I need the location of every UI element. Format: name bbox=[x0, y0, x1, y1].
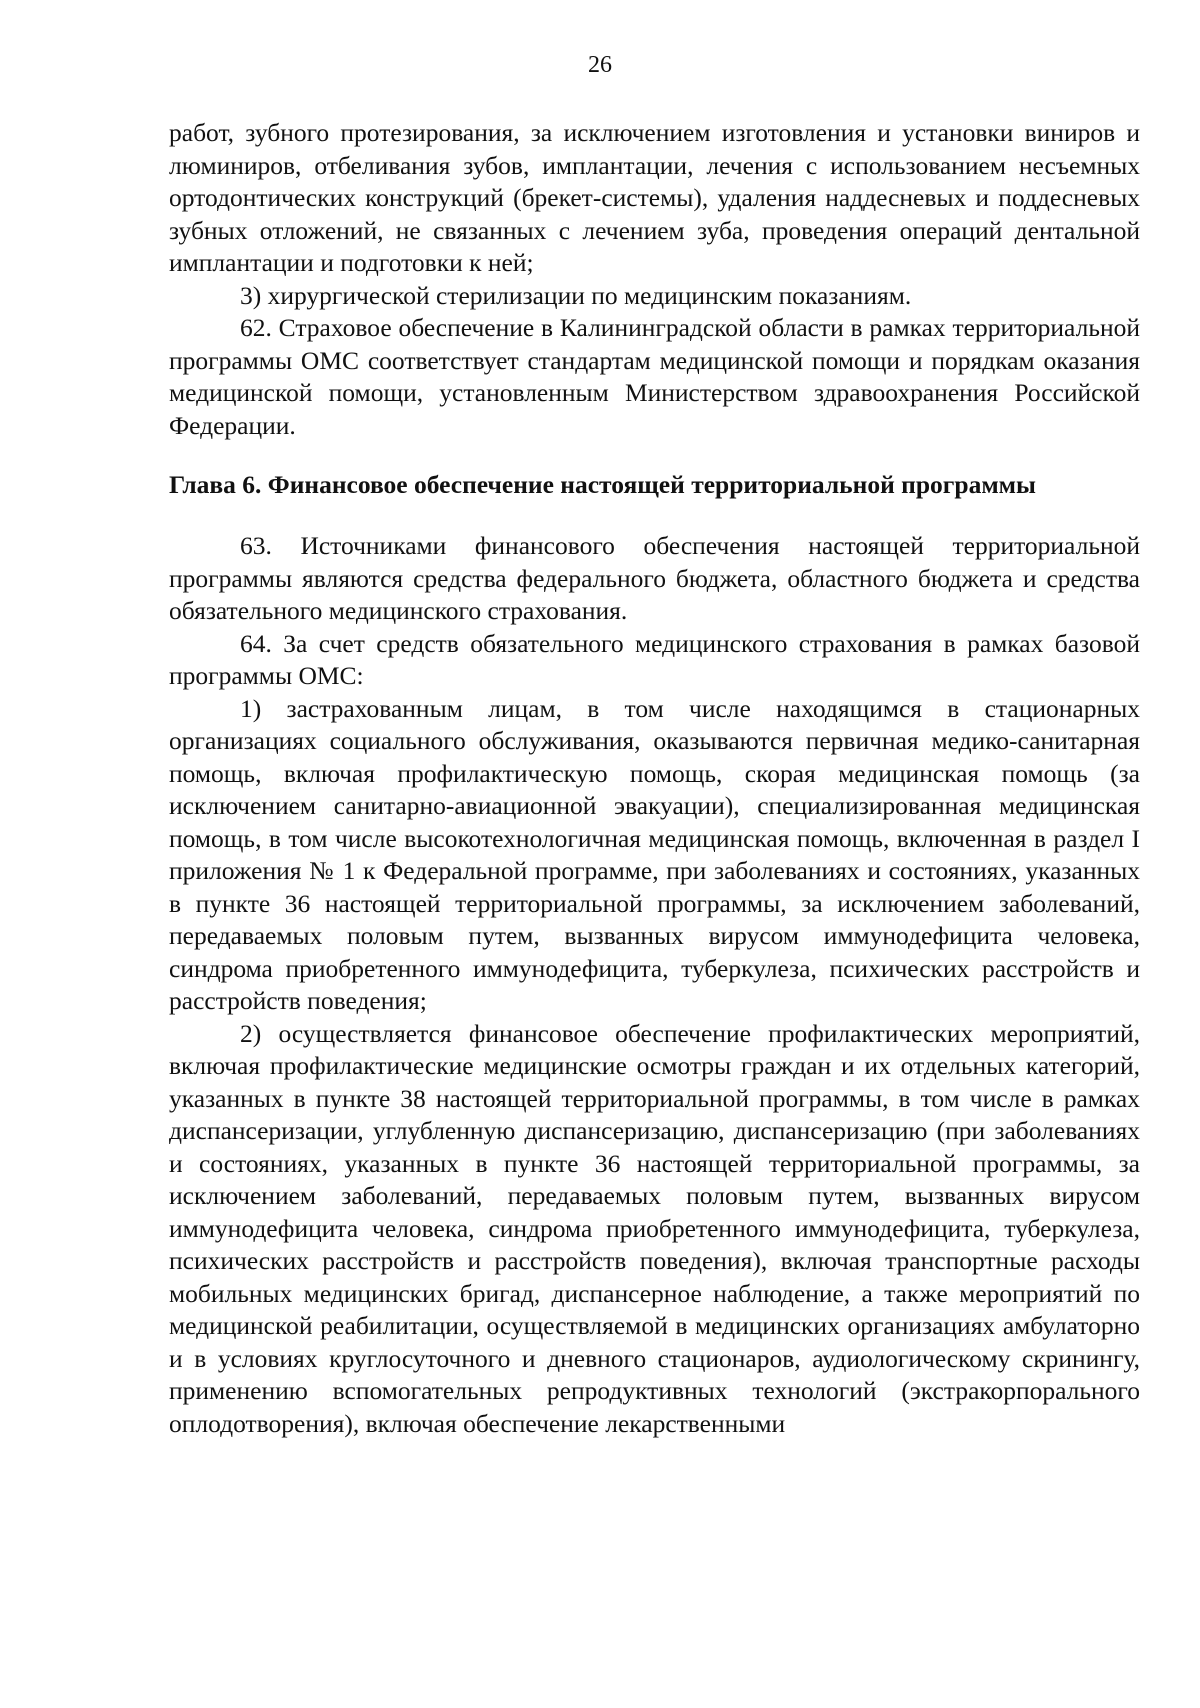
paragraph: 64. За счет средств обязательного медицинского страхования в рамках базовой программы ОМС: bbox=[169, 628, 1140, 690]
document-body bbox=[169, 117, 1140, 1440]
paragraph: 63. Источниками финансового обеспечения настоящей территориальной программы являются средства федерального бюджета, областного бюджета и средства обязательного медицинского страхования. bbox=[169, 531, 1140, 625]
chapter-heading: Глава 6. Финансовое обеспечение настоящей территориальной программы bbox=[169, 470, 1036, 499]
paragraph: работ, зубного протезирования, за исключением изготовления и установки виниров и люминиров, отбеливания зубов, имплантации, лечения с использованием несъемных ортодонтических конструкций (брекет-системы), удаления наддесневых и поддесневых зубных отложений, не связанных с лечением зуба, проведения операций дентальной имплантации и подготовки к ней; bbox=[169, 118, 1140, 277]
paragraph: 1) застрахованным лицам, в том числе находящимся в стационарных организациях социального обслуживания, оказываются первичная медико-санитарная помощь, включая профилактическую помощь, скорая медицинская помощь (за исключением санитарно-авиационной эвакуации), специализированная медицинская помощь, в том числе высокотехнологичная медицинская помощь, включенная в раздел I приложения № 1 к Федеральной программе, при заболеваниях и состояниях, указанных в пункте 36 настоящей территориальной программы, за исключением заболеваний, передаваемых половым путем, вызванных вирусом иммунодефицита человека, синдрома приобретенного иммунодефицита, туберкулеза, психических расстройств и расстройств поведения; bbox=[169, 693, 1140, 1015]
section-after-heading bbox=[169, 530, 1140, 1440]
section-before-heading bbox=[169, 117, 1140, 442]
paragraph: 3) хирургической стерилизации по медицинским показаниям. bbox=[240, 280, 912, 310]
page-number: 26 bbox=[588, 52, 612, 78]
paragraph: 2) осуществляется финансовое обеспечение профилактических мероприятий, включая профилактические медицинские осмотры граждан и их отдельных категорий, указанных в пункте 38 настоящей территориальной программы, в том числе в рамках диспансеризации, углубленную диспансеризацию, диспансеризацию (при заболеваниях и состояниях, указанных в пункте 36 настоящей территориальной программы, за исключением заболеваний, передаваемых половым путем, вызванных вирусом иммунодефицита человека, синдрома приобретенного иммунодефицита, туберкулеза, психических расстройств и расстройств поведения), включая транспортные расходы мобильных медицинских бригад, диспансерное наблюдение, а также мероприятий по медицинской реабилитации, осуществляемой в медицинских организациях амбулаторно и в условиях круглосуточного и дневного стационаров, аудиологическому скринингу, применению вспомогательных репродуктивных технологий (экстракорпорального оплодотворения), включая обеспечение лекарственными bbox=[169, 1018, 1140, 1438]
paragraph: 62. Страховое обеспечение в Калининградской области в рамках территориальной программы ОМС соответствует стандартам медицинской помощи и порядкам оказания медицинской помощи, установленным Министерством здравоохранения Российской Федерации. bbox=[169, 313, 1140, 440]
